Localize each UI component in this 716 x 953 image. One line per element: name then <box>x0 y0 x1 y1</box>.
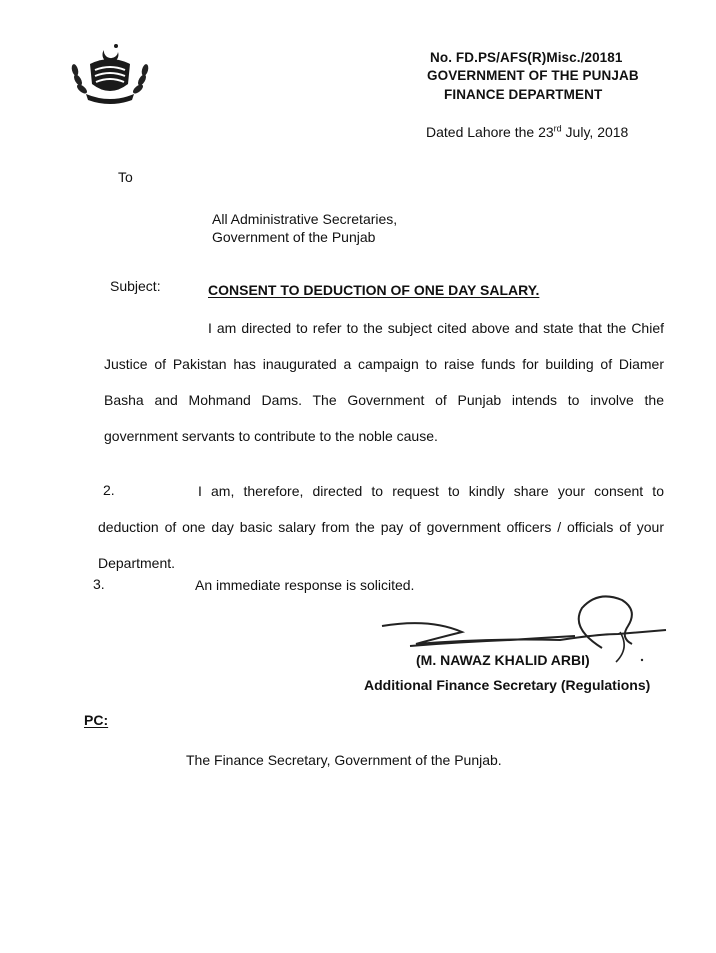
department-heading: FINANCE DEPARTMENT <box>444 87 603 102</box>
paragraph-3-number: 3. <box>93 576 105 592</box>
signatory-title: Additional Finance Secretary (Regulations) <box>364 677 651 693</box>
paragraph-3: An immediate response is solicited. <box>195 577 415 593</box>
to-label: To <box>118 169 133 185</box>
paragraph-2-number: 2. <box>103 482 115 498</box>
subject-text: CONSENT TO DEDUCTION OF ONE DAY SALARY. <box>208 282 540 298</box>
pc-label: PC: <box>84 712 109 728</box>
addressee-line-2: Government of the Punjab <box>212 229 376 245</box>
pc-recipient: The Finance Secretary, Government of the Punjab. <box>186 752 502 768</box>
letter-number: No. FD.PS/AFS(R)Misc./20181 <box>430 50 623 65</box>
date-line: Dated Lahore the 23rd July, 2018 <box>426 123 629 140</box>
punjab-government-emblem <box>68 40 152 104</box>
paragraph-2: I am, therefore, directed to request to kindly share your consent to deduction of one day basic salary from the pay of government officers / officials of your Department. <box>98 483 664 571</box>
subject-label: Subject: <box>110 278 161 294</box>
addressee-line-1: All Administrative Secretaries, <box>212 211 398 227</box>
government-heading: GOVERNMENT OF THE PUNJAB <box>427 68 639 83</box>
signatory-name: (M. NAWAZ KHALID ARBI) <box>416 652 590 668</box>
paragraph-1: I am directed to refer to the subject cited above and state that the Chief Justice of Pakistan has inaugurated a campaign to raise funds for building of Diamer Basha and Mohmand Dams. The Government of Punjab intends to involve the government servants to contribute to the noble cause. <box>104 320 664 444</box>
